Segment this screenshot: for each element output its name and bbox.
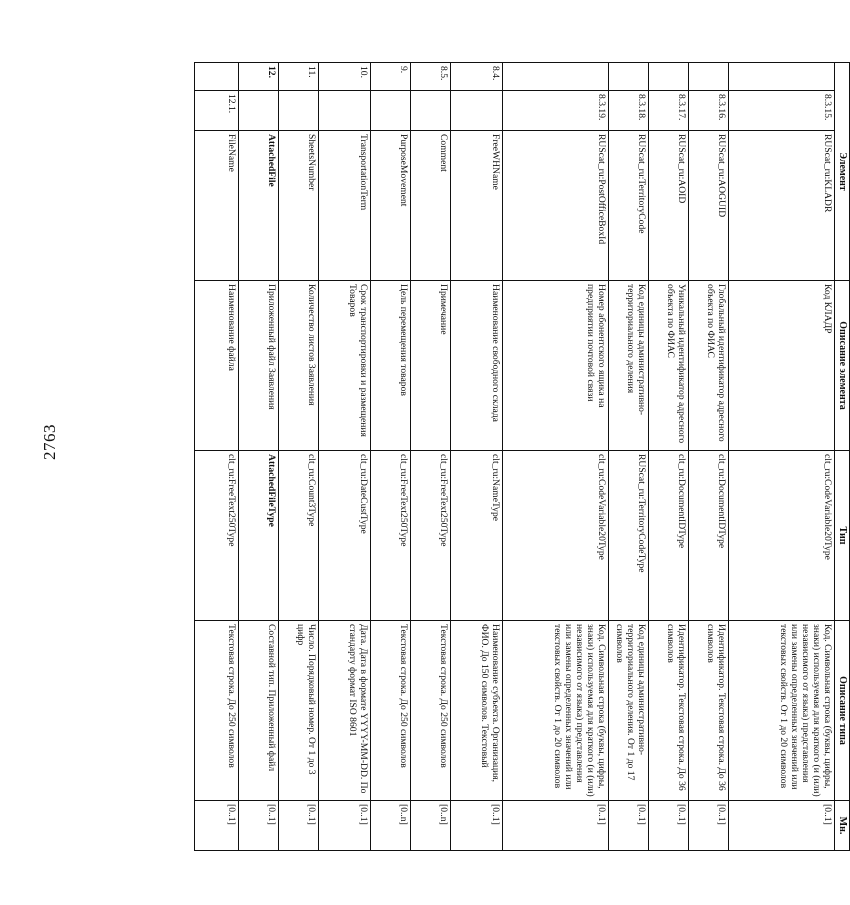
row-mult: [0..1] bbox=[279, 801, 319, 851]
table-row bbox=[451, 63, 503, 851]
row-number-level2 bbox=[319, 91, 371, 131]
row-mult: [0..n] bbox=[411, 801, 451, 851]
row-element-desc: Примечание bbox=[411, 281, 451, 451]
row-number-level1: 11. bbox=[279, 63, 319, 91]
row-element-desc: Код КЛАДР bbox=[729, 281, 835, 451]
row-number-level1: 10. bbox=[319, 63, 371, 91]
row-element: PurposeMovement bbox=[371, 131, 411, 281]
row-mult: [0..1] bbox=[239, 801, 279, 851]
row-type: clt_ru:CodeVariable20Type bbox=[729, 451, 835, 621]
table-row bbox=[195, 63, 239, 851]
schema-table bbox=[194, 62, 850, 851]
row-type-desc: Код единицы административно-территориального деления. От 1 до 17 символов bbox=[609, 621, 649, 801]
row-element-desc: Уникальный идентификатор адресного объекта по ФИАС bbox=[649, 281, 689, 451]
row-type-desc: Идентификатор. Текстовая строка. До 36 символов bbox=[649, 621, 689, 801]
row-element: AttachedFile bbox=[239, 131, 279, 281]
row-mult: [0..1] bbox=[729, 801, 835, 851]
row-mult: [0..1] bbox=[195, 801, 239, 851]
row-type: clt_ru:Count3Type bbox=[279, 451, 319, 621]
row-element: RUScat_ru:KLADR bbox=[729, 131, 835, 281]
row-type: clt_ru:FreeText250Type bbox=[411, 451, 451, 621]
header-type: Тип bbox=[835, 451, 850, 621]
row-mult: [0..1] bbox=[451, 801, 503, 851]
row-number-level2 bbox=[239, 91, 279, 131]
row-number-level1 bbox=[729, 63, 835, 91]
row-element: RUScat_ru:PostOfficeBoxId bbox=[503, 131, 609, 281]
row-number-level1: 8.5. bbox=[411, 63, 451, 91]
table-header-row bbox=[835, 63, 850, 851]
row-type-desc: Текстовая строка. До 250 символов bbox=[195, 621, 239, 801]
row-number-level1: 9. bbox=[371, 63, 411, 91]
row-type: clt_ru:FreeText250Type bbox=[195, 451, 239, 621]
row-number-level1 bbox=[609, 63, 649, 91]
row-element-desc: Глобальный идентификатор адресного объекта по ФИАС bbox=[689, 281, 729, 451]
row-type-desc: Идентификатор. Текстовая строка. До 36 символов bbox=[689, 621, 729, 801]
row-mult: [0..n] bbox=[371, 801, 411, 851]
row-mult: [0..1] bbox=[319, 801, 371, 851]
row-type-desc: Код. Символьная строка (буквы, цифры, знаки) используемая для краткого (и (или) независимого от языка) представления или замены определенных значений или текстовых свойств. От 1 до 20 символов bbox=[729, 621, 835, 801]
table-row bbox=[239, 63, 279, 851]
row-number-level2 bbox=[411, 91, 451, 131]
table-row bbox=[649, 63, 689, 851]
row-number-level2: 8.3.16. bbox=[689, 91, 729, 131]
row-number-level1: 8.4. bbox=[451, 63, 503, 91]
row-number-level1 bbox=[689, 63, 729, 91]
row-type: clt_ru:DocumentIDType bbox=[649, 451, 689, 621]
row-element: FileName bbox=[195, 131, 239, 281]
row-element-desc: Код единицы административно-территориального деления bbox=[609, 281, 649, 451]
row-type-desc: Дата. Дата в формате YYYY-MM-DD. По стандарту формат ISO 8601 bbox=[319, 621, 371, 801]
row-type: clt_ru:FreeText250Type bbox=[371, 451, 411, 621]
row-type: clt_ru:DocumentIDType bbox=[689, 451, 729, 621]
row-element-desc: Приложенный файл Заявления bbox=[239, 281, 279, 451]
row-number-level1 bbox=[503, 63, 609, 91]
row-number-level2: 8.3.15. bbox=[729, 91, 835, 131]
row-element-desc: Наименование файла bbox=[195, 281, 239, 451]
row-element: SheetsNumber bbox=[279, 131, 319, 281]
table-row bbox=[729, 63, 835, 851]
row-number-level2: 8.3.17. bbox=[649, 91, 689, 131]
row-number-level1 bbox=[649, 63, 689, 91]
row-number-level1 bbox=[195, 63, 239, 91]
row-element-desc: Количество листов Заявления bbox=[279, 281, 319, 451]
row-element: FreeWHName bbox=[451, 131, 503, 281]
row-mult: [0..1] bbox=[609, 801, 649, 851]
row-element-desc: Цель перемещения товаров bbox=[371, 281, 411, 451]
row-element: Comment bbox=[411, 131, 451, 281]
row-type-desc: Текстовая строка. До 250 символов bbox=[371, 621, 411, 801]
row-number-level2: 12.1. bbox=[195, 91, 239, 131]
row-element-desc: Срок транспортировки и размещения Товаров bbox=[319, 281, 371, 451]
row-type: AttachedFileType bbox=[239, 451, 279, 621]
table-row bbox=[371, 63, 411, 851]
header-type-desc: Описание типа bbox=[835, 621, 850, 801]
row-type: RUScat_ru:TerritoryCodeType bbox=[609, 451, 649, 621]
header-mult: Мн. bbox=[835, 801, 850, 851]
row-type-desc: Код. Символьная строка (буквы, цифры, знаки) используемая для краткого (и (или) независимого от языка) представления или замены определенных значений или текстовых свойств. От 1 до 20 символов bbox=[503, 621, 609, 801]
row-type-desc: Число. Порядковый номер. От 1 до 3 цифр bbox=[279, 621, 319, 801]
row-type: clt_ru:NameType bbox=[451, 451, 503, 621]
row-number-level1: 12. bbox=[239, 63, 279, 91]
row-number-level2: 8.3.19. bbox=[503, 91, 609, 131]
table-row bbox=[689, 63, 729, 851]
row-type: clt_ru:CodeVariable20Type bbox=[503, 451, 609, 621]
row-element-desc: Номер абонентского ящика на предприятии почтовой связи bbox=[503, 281, 609, 451]
table-row bbox=[319, 63, 371, 851]
row-mult: [0..1] bbox=[689, 801, 729, 851]
page-number: 2763 bbox=[40, 424, 59, 460]
row-type: clt_ru:DateCustType bbox=[319, 451, 371, 621]
row-type-desc: Наименование субъекта. Организация, ФИО. До 150 символов. Текстовый bbox=[451, 621, 503, 801]
table-row bbox=[609, 63, 649, 851]
table-row bbox=[279, 63, 319, 851]
table-row bbox=[411, 63, 451, 851]
row-number-level2 bbox=[371, 91, 411, 131]
row-element-desc: Наименование свободного склада bbox=[451, 281, 503, 451]
table-row bbox=[503, 63, 609, 851]
header-element: Элемент bbox=[835, 63, 850, 281]
row-type-desc: Текстовая строка. До 250 символов bbox=[411, 621, 451, 801]
row-mult: [0..1] bbox=[503, 801, 609, 851]
header-element-desc: Описание элемента bbox=[835, 281, 850, 451]
row-number-level2: 8.3.18. bbox=[609, 91, 649, 131]
row-mult: [0..1] bbox=[649, 801, 689, 851]
row-element: RUScat_ru:AOGUID bbox=[689, 131, 729, 281]
row-element: RUScat_ru:AOID bbox=[649, 131, 689, 281]
row-number-level2 bbox=[451, 91, 503, 131]
row-element: RUScat_ru:TerritoryCode bbox=[609, 131, 649, 281]
row-type-desc: Составной тип. Приложенный файл bbox=[239, 621, 279, 801]
row-element: TransportationTerm bbox=[319, 131, 371, 281]
row-number-level2 bbox=[279, 91, 319, 131]
